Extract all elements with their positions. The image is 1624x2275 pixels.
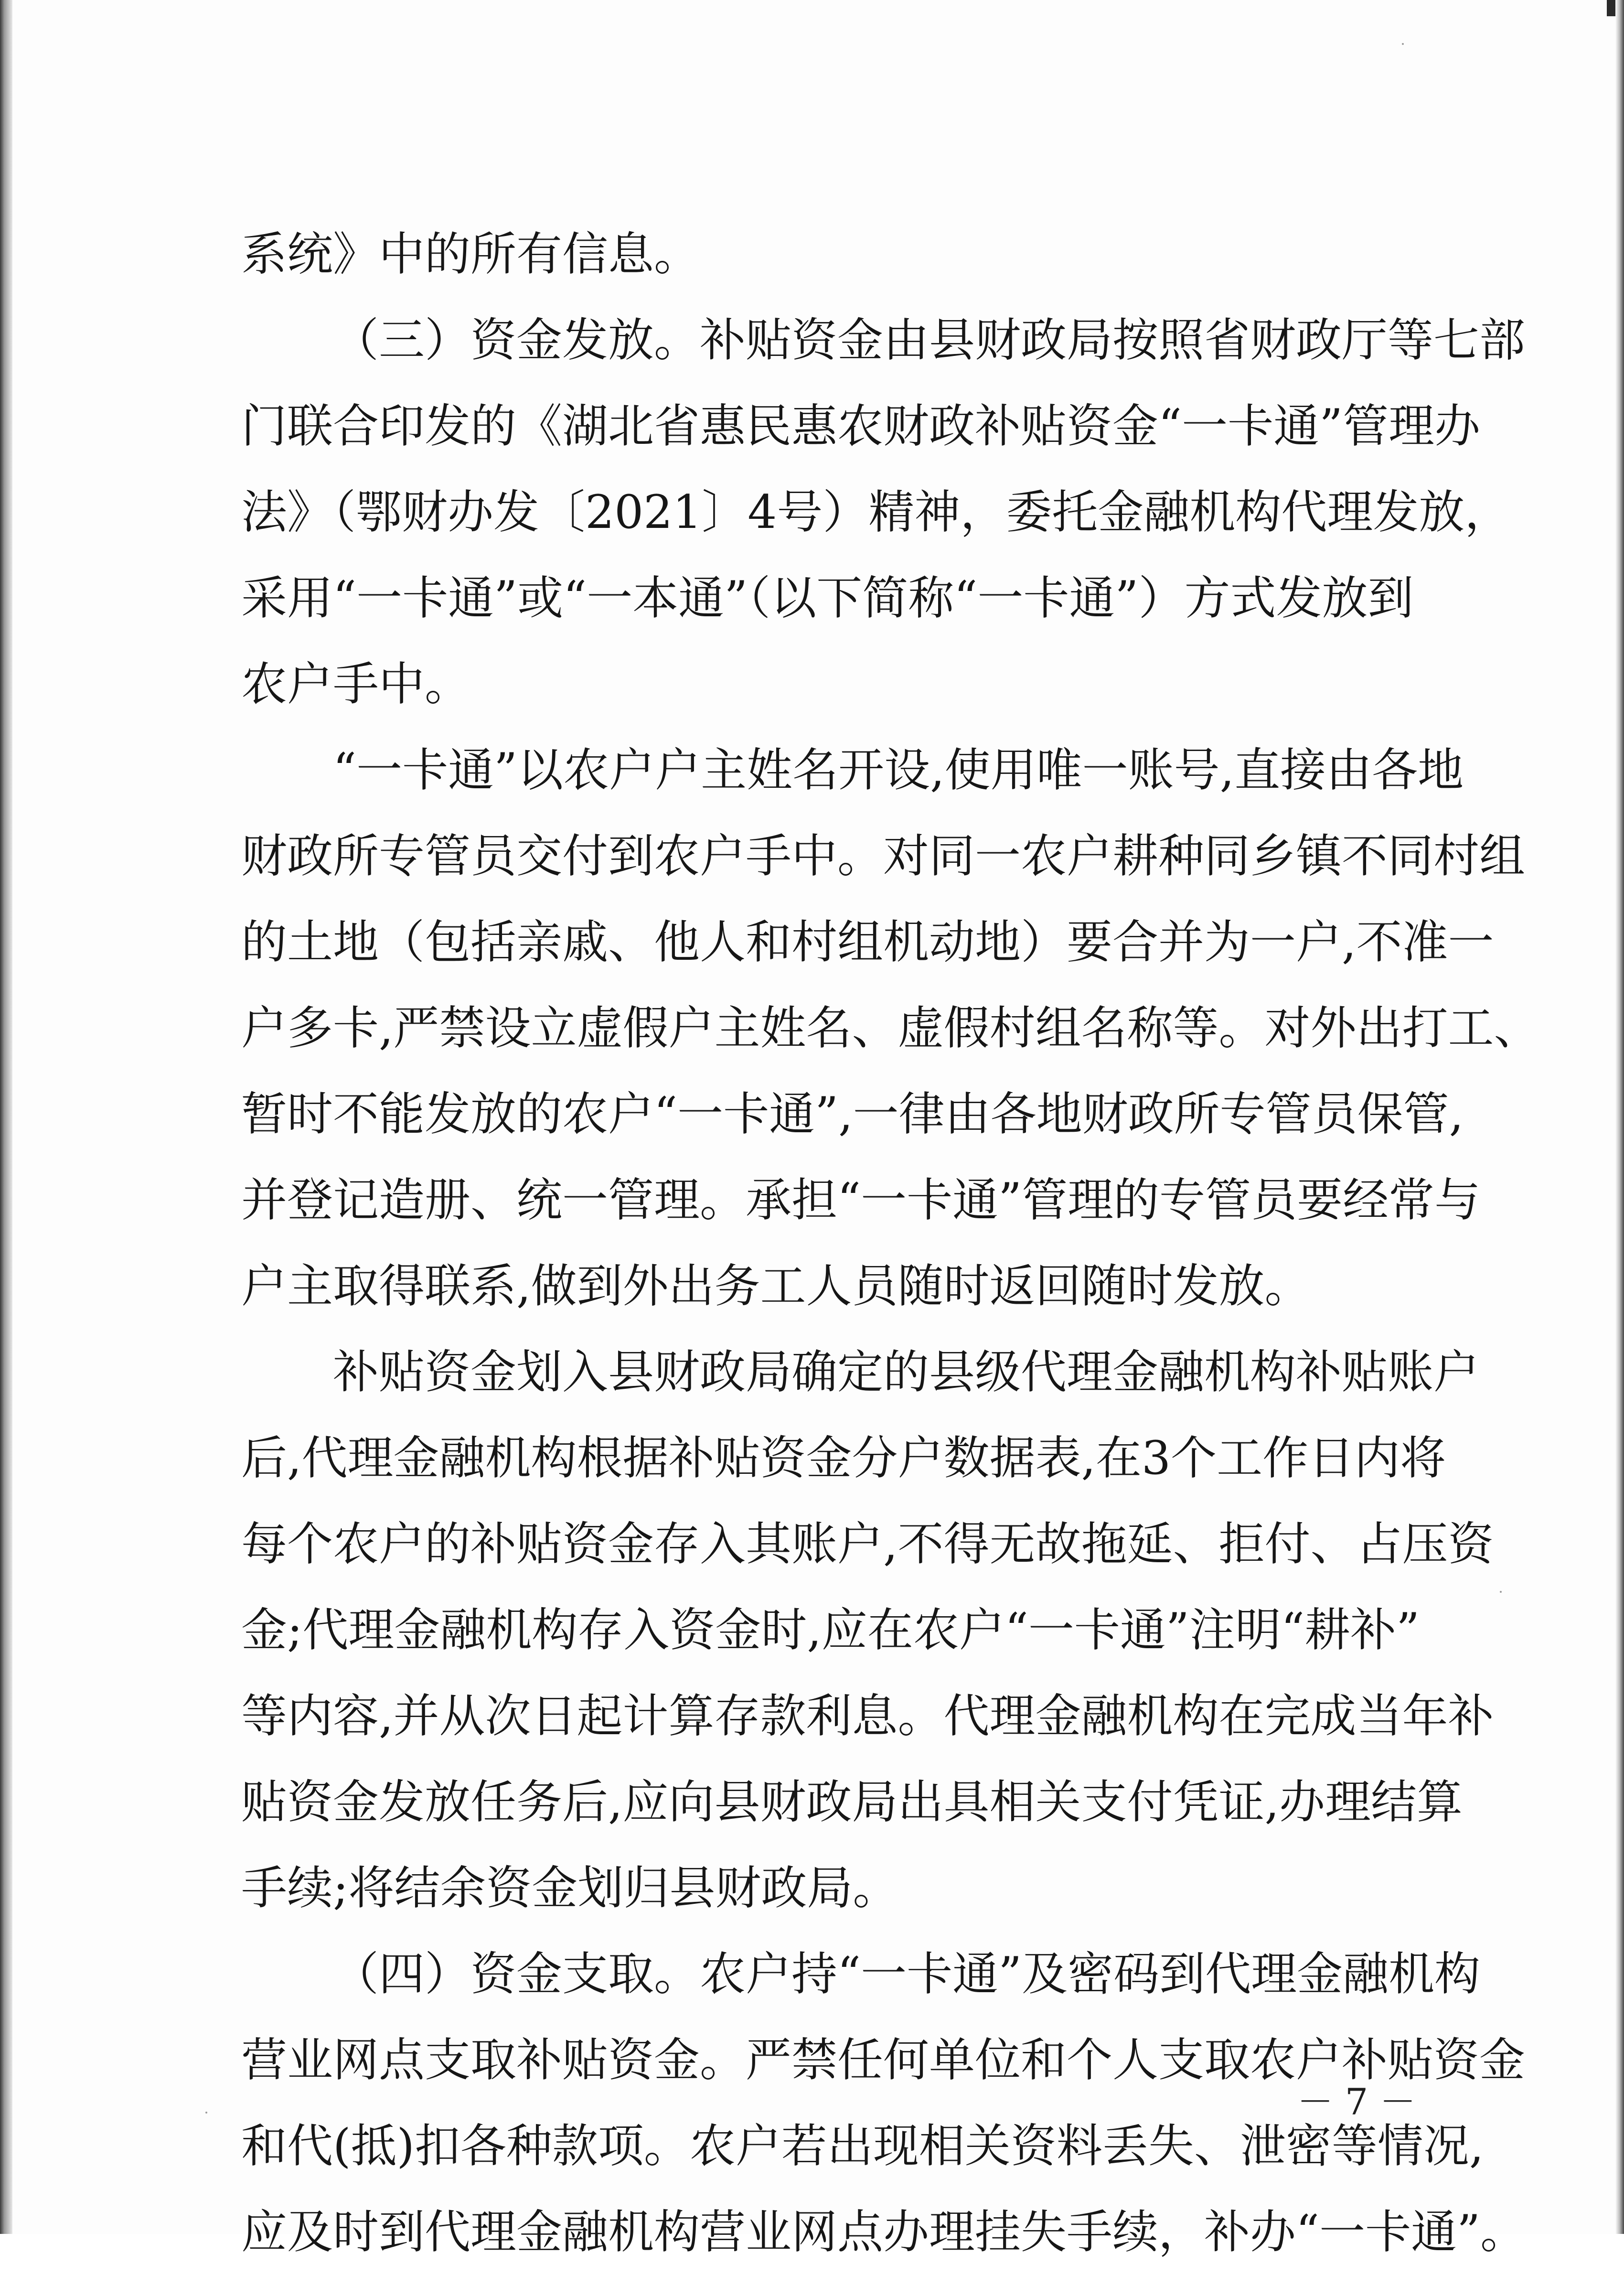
text-line: 并登记造册、统一管理。承担“一卡通”管理的专管员要经常与 xyxy=(241,1173,1481,1227)
text-line: 的土地（包括亲戚、他人和村组机动地）要合并为一户,不准一 xyxy=(241,915,1494,969)
text-line: 财政所专管员交付到农户手中。对同一农户耕种同乡镇不同村组 xyxy=(241,829,1525,883)
scan-edge-left xyxy=(0,0,12,2234)
scan-speck xyxy=(1500,1591,1502,1593)
text-line: 补贴资金划入县财政局确定的县级代理金融机构补贴账户 xyxy=(333,1345,1479,1399)
page-number: － 7 － xyxy=(1297,2081,1416,2123)
document-body xyxy=(241,211,1540,2275)
text-line: （三）资金发放。补贴资金由县财政局按照省财政厅等七部 xyxy=(333,313,1525,367)
scan-corner-mark xyxy=(1607,0,1615,16)
scan-speck xyxy=(205,2112,207,2114)
text-line: 每个农户的补贴资金存入其账户,不得无故拖延、拒付、占压资 xyxy=(241,1517,1494,1571)
text-line: 户多卡,严禁设立虚假户主姓名、虚假村组名称等。对外出打工、 xyxy=(241,1001,1540,1055)
text-line: 手续;将结余资金划归县财政局。 xyxy=(241,1861,899,1915)
text-line: 法》（鄂财办发〔2021〕4号）精神，委托金融机构代理发放， xyxy=(241,485,1511,539)
text-line: 户主取得联系,做到外出务工人员随时返回随时发放。 xyxy=(241,1259,1311,1313)
text-line: 采用“一卡通”或“一本通”（以下简称“一卡通”）方式发放到 xyxy=(241,571,1414,625)
text-line: “一卡通”以农户户主姓名开设,使用唯一账号,直接由各地 xyxy=(333,743,1464,797)
text-line: 贴资金发放任务后,应向县财政局出具相关支付凭证,办理结算 xyxy=(241,1775,1463,1829)
text-line: 暂时不能发放的农户“一卡通”,一律由各地财政所专管员保管, xyxy=(241,1087,1464,1141)
text-line: 后,代理金融机构根据补贴资金分户数据表,在3个工作日内将 xyxy=(241,1431,1446,1485)
text-line: 门联合印发的《湖北省惠民惠农财政补贴资金“一卡通”管理办 xyxy=(241,399,1481,453)
scan-edge-right xyxy=(1615,0,1624,2234)
text-line: 应及时到代理金融机构营业网点办理挂失手续，补办“一卡通”。 xyxy=(241,2205,1527,2259)
text-line: 系统》中的所有信息。 xyxy=(241,227,700,281)
text-line: 金;代理金融机构存入资金时,应在农户“一卡通”注明“耕补” xyxy=(241,1603,1420,1657)
text-line: 农户手中。 xyxy=(241,657,470,711)
text-line: 营业网点支取补贴资金。严禁任何单位和个人支取农户补贴资金 xyxy=(241,2033,1525,2087)
text-line: （四）资金支取。农户持“一卡通”及密码到代理金融机构 xyxy=(333,1947,1481,2001)
scan-speck xyxy=(1402,43,1404,45)
text-line: 等内容,并从次日起计算存款利息。代理金融机构在完成当年补 xyxy=(241,1689,1494,1743)
text-line: 和代(抵)扣各种款项。农户若出现相关资料丢失、泄密等情况, xyxy=(241,2119,1484,2173)
